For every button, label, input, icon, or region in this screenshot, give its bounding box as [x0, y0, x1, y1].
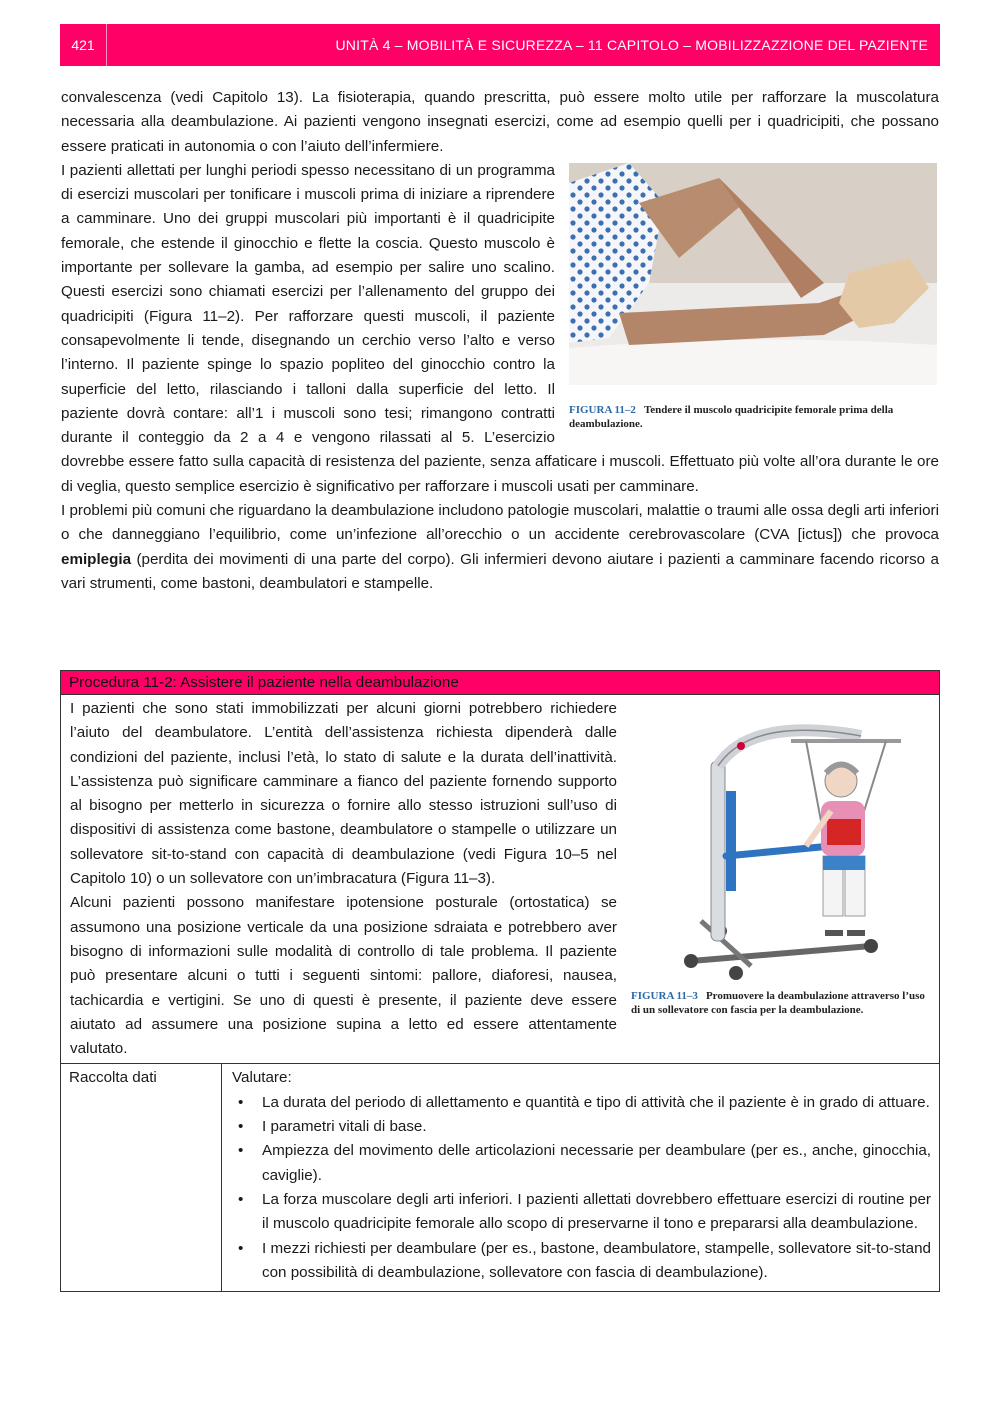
- list-item: • I parametri vitali di base.: [262, 1115, 931, 1139]
- procedure-intro-p2: Alcuni pazienti possono manifestare ipotensione posturale (ortostatica) se assumono una posizione verticale da una posizione sdraiata e potrebbero aver bisogno di informazioni sulle modalità di controllo di tale problema. Il paziente può presentare alcuni o tutti i seguenti sintomi: pallore, diaforesi, nausea, tachicardia e vertigini. Se uno di questi è presente, il paziente deve essere aiutato ad assumere una posizione supina a letto ed essere attentamente valutato.: [70, 894, 617, 1058]
- procedure-title: Procedura 11-2: Assistere il paziente nella deambulazione: [61, 671, 939, 695]
- list-item: • La forza muscolare degli arti inferiori. I pazienti allettati dovrebbero effettuare esercizi di routine per il muscolo quadricipite femorale allo scopo di preservarne il tono e prepararsi alla deambulazione.: [262, 1188, 931, 1237]
- term-emiplegia: emiplegia: [61, 550, 132, 568]
- quadriceps-exercise-photo: [569, 163, 937, 385]
- body-text: [61, 86, 939, 596]
- figure-11-2-label: FIGURA 11–2: [569, 403, 636, 416]
- figure-11-2: [569, 163, 939, 431]
- assessment-list: [232, 1091, 931, 1285]
- paragraph-2: I pazienti allettati per lunghi periodi spesso necessitano di un programma di esercizi muscolari per tonificare i muscoli prima di iniziare a riprendere a camminare. Uno dei gruppi muscolari più importanti è il quadricipite femorale, che estende il ginocchio e flette la coscia. Questo muscolo è importante per sollevare la gamba, ad esempio per salire uno scalino. Questi esercizi sono chiamati esercizi per l’allenamento del gruppo dei quadricipiti (Figura 11–2). Per rafforzare questi muscoli, il paziente consapevolmente li tende, disegnando un cerchio verso l’alto e verso l’interno. Il paziente spinge lo spazio popliteo del ginocchio contro la superficie del letto, rilasciando i talloni dalla superficie del letto. Il paziente dovrà contare: all’1 i muscoli sono tesi; rimangono contratti durante il conteggio da 2 a 4 e vengono rilassati al 5. L’esercizio dovrebbe essere fatto sulla capacità di resistenza del paziente, senza affaticare i muscoli. Effettuato più volte all’ora durante le ore di veglia, questo semplice esercizio è significativo per rafforzare i muscoli usati per camminare.: [61, 161, 939, 495]
- row-content: [222, 1064, 939, 1291]
- procedure-row-data-collection: [61, 1064, 939, 1291]
- figure-11-3-label: FIGURA 11–3: [631, 990, 698, 1002]
- procedure-intro-p1: I pazienti che sono stati immobilizzati per alcuni giorni potrebbero richiedere l’aiuto del deambulatore. L’entità dell’assistenza richiesta dipenderà dalle condizioni del paziente, inclusi l’età, lo stato di salute e la durata dell’inattività. L’assistenza può significare camminare a fianco del paziente fornendo supporto al bisogno per metterlo in sicurezza o fornire allo stesso istruzioni sull’uso di dispositivi di assistenza come bastone, deambulatore o stampelle o utilizzare un sollevatore sit-to-stand con capacità di deambulazione (vedi Figura 10–5 nel Capitolo 10) o un sollevatore con un’imbracatura (Figura 11–3).: [70, 700, 617, 888]
- page-number: 421: [60, 24, 107, 66]
- row-label: Raccolta dati: [61, 1064, 222, 1291]
- list-item: • La durata del periodo di allettamento e quantità e tipo di attività che il paziente è in grado di attuare.: [262, 1091, 931, 1115]
- row-heading: Valutare:: [232, 1069, 292, 1087]
- figure-11-3-caption: [631, 989, 931, 1017]
- page-header: [60, 24, 940, 66]
- list-item: • I mezzi richiesti per deambulare (per es., bastone, deambulatore, stampelle, sollevatore sit-to-stand con possibilità di deambulazione, sollevatore con fascia di deambulazione).: [262, 1237, 931, 1286]
- procedure-intro: [61, 695, 939, 1064]
- figure-11-3: [631, 711, 931, 1017]
- sit-to-stand-lift-drawing: [631, 711, 931, 981]
- running-head: UNITÀ 4 – MOBILITÀ E SICUREZZA – 11 CAPITOLO – MOBILIZZAZZIONE DEL PAZIENTE: [335, 37, 928, 53]
- procedure-box: [60, 670, 940, 1292]
- paragraph-1: convalescenza (vedi Capitolo 13). La fisioterapia, quando prescritta, può essere molto utile per rafforzare la muscolatura necessaria alla deambulazione. Ai pazienti vengono insegnati esercizi, come ad esempio quelli per i quadricipiti, che possano essere praticati in autonomia o con l’aiuto dell’infermiere.: [61, 89, 939, 155]
- figure-11-2-text: Tendere il muscolo quadricipite femorale prima della deambulazione.: [569, 403, 894, 430]
- patient-lift-illustration: [631, 711, 931, 981]
- paragraph-3-start: I problemi più comuni che riguardano la deambulazione includono patologie muscolari, malattie o traumi alle ossa degli arti inferiori o che danneggiano l’equilibrio, come un’infezione all’orecchio o un accidente cerebrovascolare (CVA [ictus]) che provoca: [61, 502, 939, 544]
- leg-exercise-illustration: [569, 163, 937, 385]
- figure-11-2-caption: [569, 403, 939, 431]
- paragraph-3-end: (perdita dei movimenti di una parte del corpo). Gli infermieri devono aiutare i pazienti a camminare facendo ricorso a vari strumenti, come bastoni, deambulatori e stampelle.: [61, 550, 939, 592]
- paragraph-3: [61, 499, 939, 596]
- figure-11-3-text: Promuovere la deambulazione attraverso l’uso di un sollevatore con fascia per la deambulazione.: [631, 990, 925, 1016]
- list-item: • Ampiezza del movimento delle articolazioni necessarie per deambulare (per es., anche, ginocchia, caviglie).: [262, 1139, 931, 1188]
